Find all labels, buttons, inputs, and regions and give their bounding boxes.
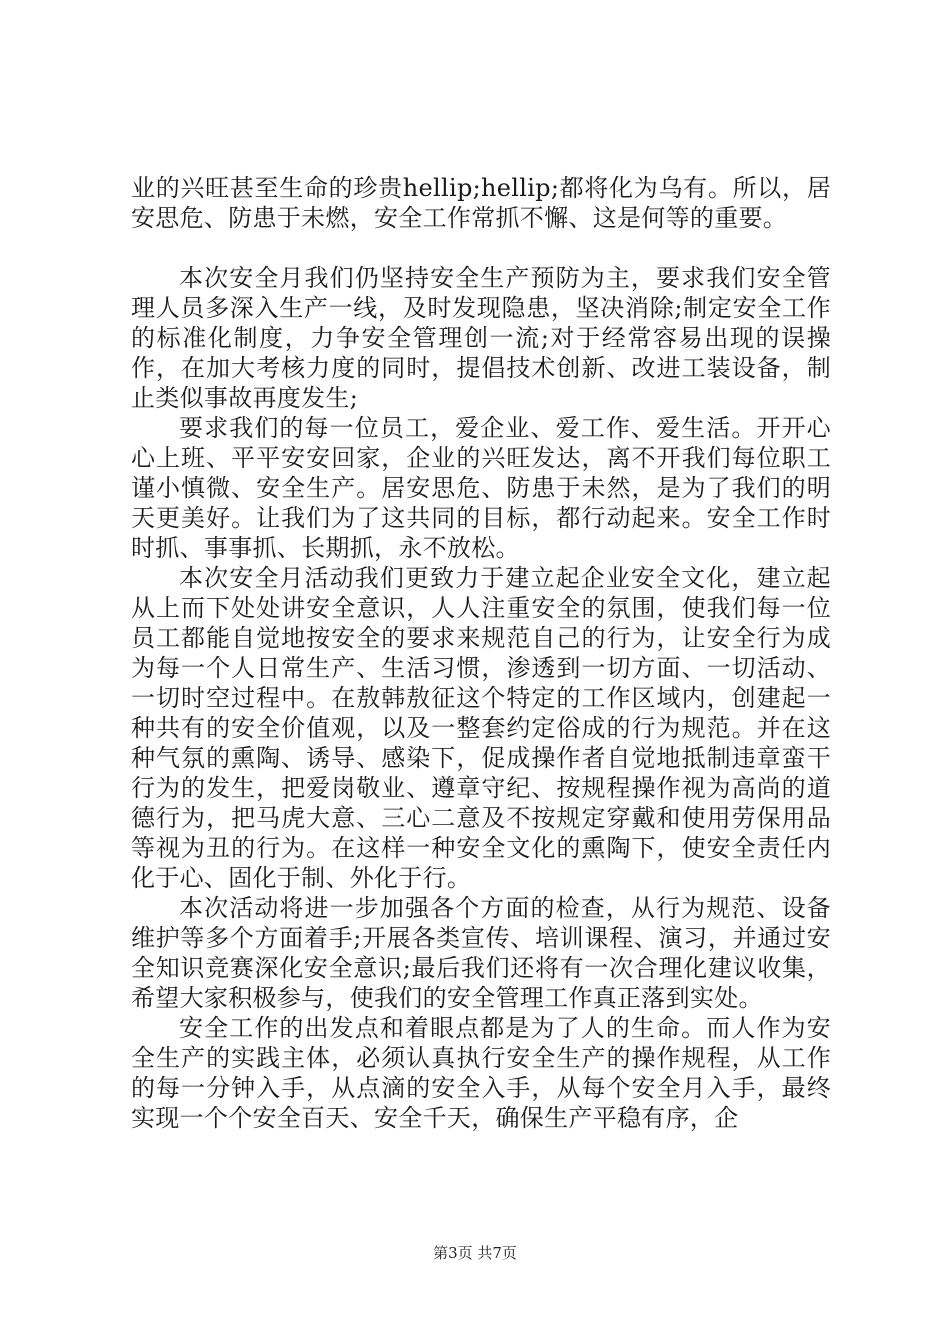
page-number-footer: 第3页 共7页 — [433, 1244, 517, 1262]
paragraph-safety-purpose: 安全工作的出发点和着眼点都是为了人的生命。而人作为安全生产的实践主体，必须认真执行安全生产的操作规程，从工作的每一分钟入手，从点滴的安全入手，从每个安全月入手，最终实现一个个安全百天、安全千天，确保生产平稳有序，企 — [131, 1014, 831, 1132]
paragraph-safety-culture: 本次安全月活动我们更致力于建立起企业安全文化，建立起从上而下处处讲安全意识，人人注重安全的氛围，使我们每一位员工都能自觉地按安全的要求来规范自己的行为，让安全行为成为每一个人日常生产、生活习惯，渗透到一切方面、一切活动、一切时空过程中。在敖韩敖征这个特定的工作区域内，创建起一种共有的安全价值观，以及一整套约定俗成的行为规范。并在这种气氛的熏陶、诱导、感染下，促成操作者自觉地抵制违章蛮干行为的发生，把爱岗敬业、遵章守纪、按规程操作视为高尚的道德行为，把马虎大意、三心二意及不按规定穿戴和使用劳保用品等视为丑的行为。在这样一种安全文化的熏陶下，使安全责任内化于心、固化于制、外化于行。 — [131, 564, 831, 892]
paragraph-inspection-activities: 本次活动将进一步加强各个方面的检查，从行为规范、设备维护等多个方面着手;开展各类宣传、培训课程、演习，并通过安全知识竞赛深化安全意识;最后我们还将有一次合理化建议收集，希望大家积极参与，使我们的安全管理工作真正落到实处。 — [131, 894, 831, 1012]
paragraph-safety-month-prevention: 本次安全月我们仍坚持安全生产预防为主，要求我们安全管理人员多深入生产一线，及时发现隐患，坚决消除;制定安全工作的标准化制度，力争安全管理创一流;对于经常容易出现的误操作，在加大考核力度的同时，提倡技术创新、改进工装设备，制止类似事故再度发生; — [131, 264, 831, 412]
document-body — [131, 173, 831, 1133]
paragraph-continuation: 业的兴旺甚至生命的珍贵hellip;hellip;都将化为乌有。所以，居安思危、防患于未燃，安全工作常抓不懈、这是何等的重要。 — [131, 174, 831, 232]
paragraph-employee-requirements: 要求我们的每一位员工，爱企业、爱工作、爱生活。开开心心上班、平平安安回家，企业的兴旺发达，离不开我们每位职工谨小慎微、安全生产。居安思危、防患于未然，是为了我们的明天更美好。让我们为了这共同的目标，都行动起来。安全工作时时抓、事事抓、长期抓，永不放松。 — [131, 414, 831, 562]
